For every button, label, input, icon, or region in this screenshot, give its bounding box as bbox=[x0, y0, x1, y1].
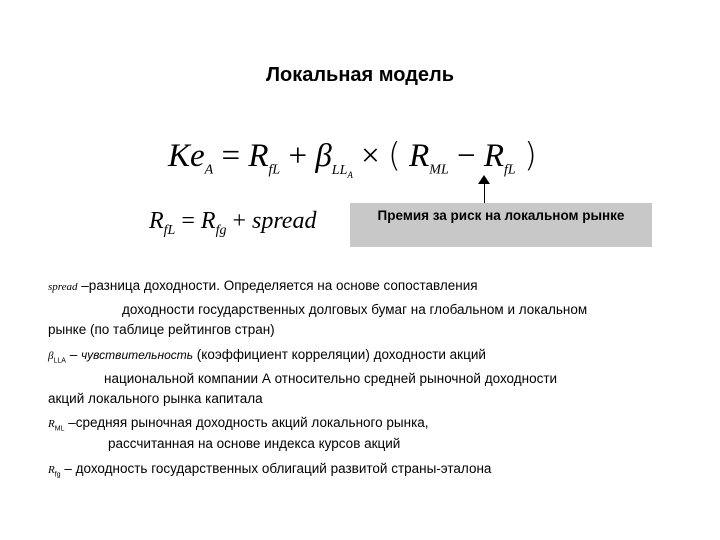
definition-rfg-text1: – доходность государственных облигаций развитой страны-эталона bbox=[60, 461, 492, 476]
formula2-plus: + bbox=[232, 208, 247, 234]
local-risk-free-rate-formula bbox=[149, 208, 316, 239]
cost-of-equity-formula bbox=[168, 135, 537, 179]
definition-beta-line1 bbox=[48, 345, 486, 372]
formula2-r-fg-subscript: fg bbox=[215, 222, 227, 238]
definition-spread-line3: рынке (по таблице рейтингов стран) bbox=[48, 322, 275, 337]
formula-beta-subsub-text: A bbox=[347, 169, 353, 180]
definition-rfg-symbol: R bbox=[48, 464, 55, 476]
definition-beta-line3: акций локального рынка капитала bbox=[48, 391, 263, 406]
definition-rml-text1: –средняя рыночная доходность акций локального рынка, bbox=[64, 415, 429, 430]
formula-times: × bbox=[361, 138, 380, 174]
risk-premium-callout: Премия за риск на локальном рынке bbox=[350, 203, 652, 247]
formula2-r-fl-subscript: fL bbox=[163, 222, 176, 238]
formula-ke-subscript: A bbox=[204, 162, 214, 178]
formula2-r-fl: R bbox=[149, 208, 164, 234]
definition-rfg-subscript: fg bbox=[54, 471, 61, 479]
definition-beta-term: чувствительность bbox=[80, 348, 194, 362]
definition-spread-text1: –разница доходности. Определяется на основе сопоставления bbox=[77, 278, 478, 293]
formula-minus: − bbox=[456, 138, 476, 174]
definition-beta-line2: национальной компании А относительно средней рыночной доходности bbox=[104, 371, 558, 386]
definition-rml-symbol: R bbox=[48, 418, 55, 430]
formula-equals: = bbox=[221, 138, 241, 174]
definition-rml-subscript: ML bbox=[54, 425, 65, 433]
slide-title: Локальная модель bbox=[265, 64, 455, 86]
formula-r-fl: R bbox=[248, 138, 269, 174]
formula2-equals: = bbox=[181, 208, 195, 234]
formula-beta-sub-text: LL bbox=[331, 162, 348, 178]
formula2-spread: spread bbox=[252, 208, 317, 234]
definition-beta-symbol: β bbox=[48, 350, 54, 362]
definition-beta-subscript: LLA bbox=[53, 357, 66, 365]
formula-r-fl-2: R bbox=[483, 138, 505, 174]
formula-plus: + bbox=[288, 138, 308, 174]
formula-beta-subscript bbox=[332, 163, 353, 178]
definition-spread-line1 bbox=[48, 276, 478, 297]
callout-connector-line bbox=[484, 182, 485, 204]
definition-spread-symbol: spread bbox=[48, 281, 78, 293]
formula-left-paren: ( bbox=[387, 135, 401, 174]
formula2-r-fg: R bbox=[200, 208, 216, 234]
formula-ke: Ke bbox=[168, 138, 205, 174]
definition-beta-text1: (коэффициент корреляции) доходности акций bbox=[193, 347, 486, 362]
formula-right-paren: ) bbox=[523, 135, 537, 174]
definition-rml-line2: рассчитанная на основе индекса курсов акций bbox=[108, 436, 401, 451]
formula-r-fl-subscript: fL bbox=[268, 162, 281, 178]
definition-spread-line2: доходности государственных долговых бумаг на глобальном и локальном bbox=[122, 302, 588, 317]
formula-r-fl-2-subscript: fL bbox=[504, 162, 516, 178]
definition-beta-dash: – bbox=[65, 347, 81, 362]
definition-rfg-line1 bbox=[48, 459, 491, 486]
formula-r-ml-subscript: ML bbox=[429, 162, 449, 178]
formula-r-ml: R bbox=[409, 138, 430, 174]
formula-beta: β bbox=[315, 138, 332, 174]
